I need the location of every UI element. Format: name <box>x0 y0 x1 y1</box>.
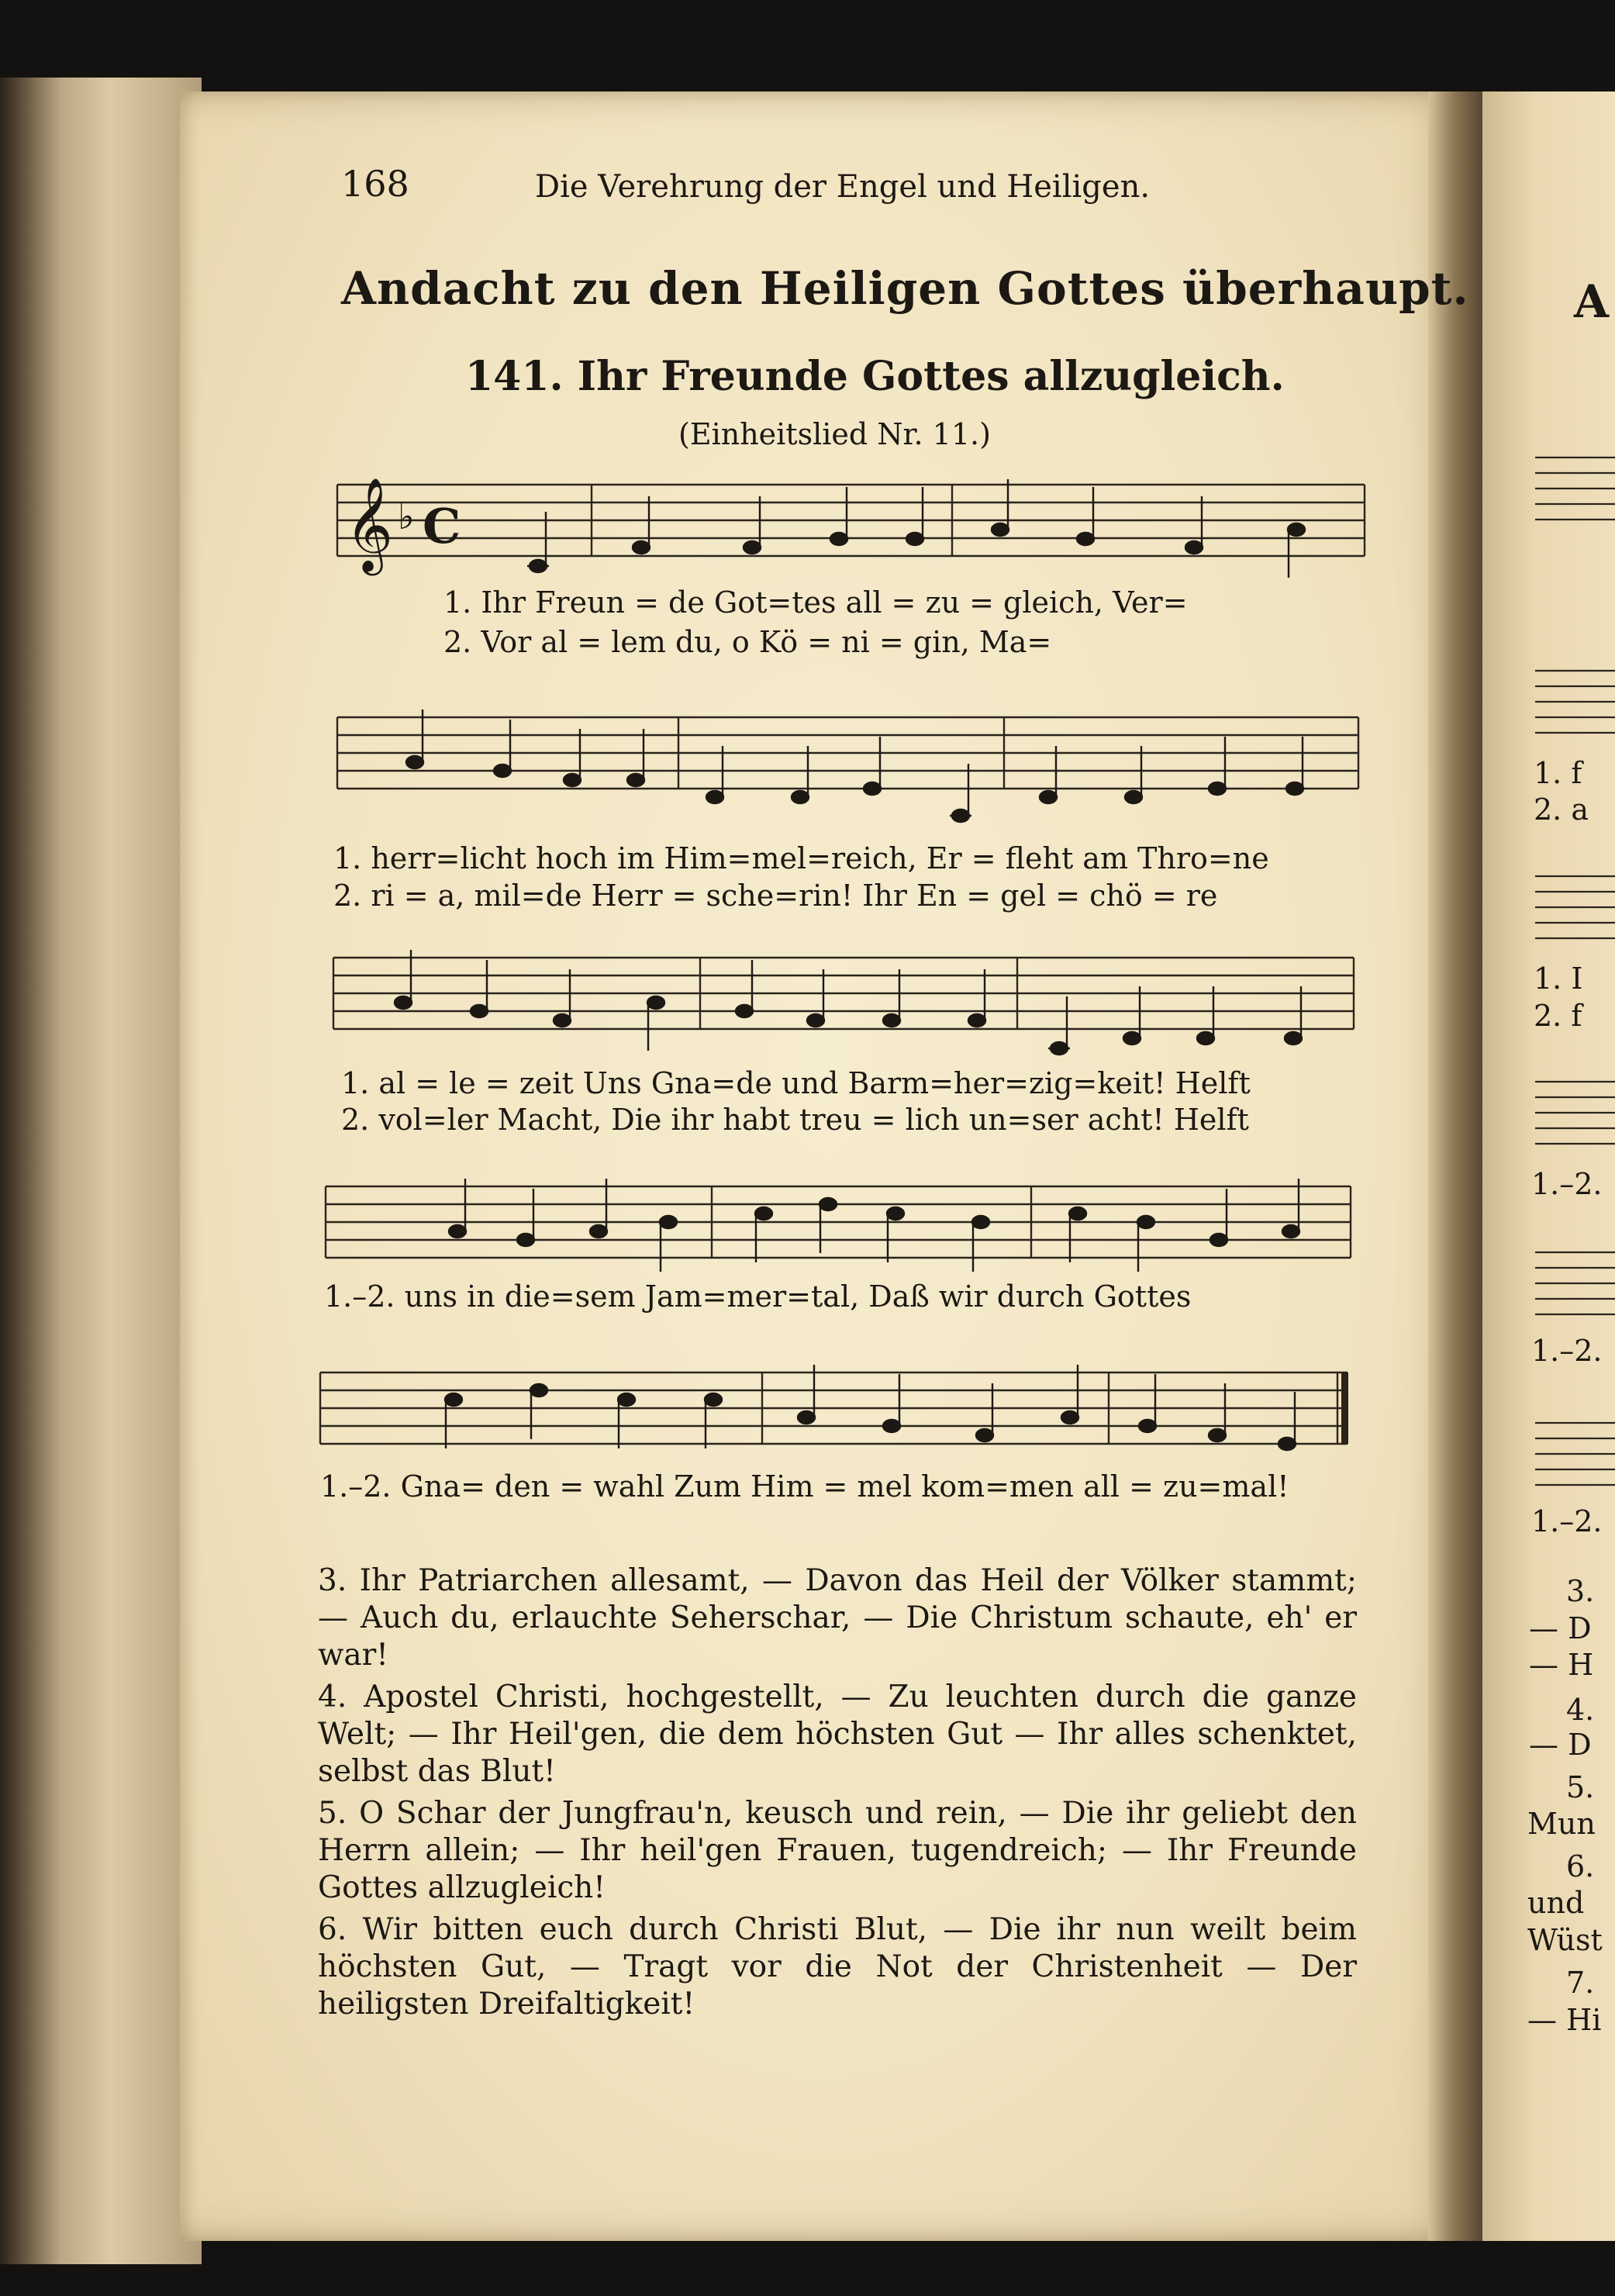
common-time-icon: C <box>423 498 461 554</box>
running-title: Die Verehrung der Engel und Heiligen. <box>535 169 1151 205</box>
verse-6: 6. Wir bitten euch durch Christi Blut, — Die ihr nun weilt beim höchsten Gut, — Tragt vor die Not der Christenheit — Der heiligsten Dreifaltigkeit! <box>318 1912 1357 2022</box>
lyrics-system-1-line-1: 1. Ihr Freun = de Got=tes all = zu = gleich, Ver= <box>443 585 1188 620</box>
right-page-fragment: 7. <box>1566 1966 1595 2000</box>
lyrics-system-3-line-2: 2. vol=ler Macht, Die ihr habt treu = lich un=ser acht! Helft <box>341 1103 1249 1137</box>
right-page-fragment: 1.–2. <box>1531 1504 1603 1538</box>
verse-3: 3. Ihr Patriarchen allesamt, — Davon das Heil der Völker stammt; — Auch du, erlauchte Seherschar, — Die Christum schaute, eh' er war! <box>318 1563 1357 1673</box>
right-page-fragment: 4. <box>1566 1693 1595 1727</box>
right-page-fragment: 1. f <box>1534 756 1582 790</box>
right-page-fragment: 3. <box>1566 1574 1595 1608</box>
right-page-fragment: — H <box>1529 1648 1594 1682</box>
right-page-fragment: — Hi <box>1527 2003 1602 2037</box>
right-page-fragment: 1.–2. <box>1531 1334 1603 1368</box>
right-page-fragment: 1.–2. <box>1531 1167 1603 1201</box>
page-number: 168 <box>341 163 409 205</box>
lyrics-system-5: 1.–2. Gna= den = wahl Zum Him = mel kom=men all = zu=mal! <box>320 1469 1289 1504</box>
verse-5: 5. O Schar der Jungfrau'n, keusch und rein, — Die ihr geliebt den Herrn allein; — Ihr heil'gen Frauen, tugendreich; — Ihr Freunde Gottes allzugleich! <box>318 1796 1357 1905</box>
lyrics-system-3-line-1: 1. al = le = zeit Uns Gna=de und Barm=her=zig=keit! Helft <box>341 1066 1251 1100</box>
hymn-title: 141. Ihr Freunde Gottes allzugleich. <box>465 353 1285 400</box>
notes-system-1 <box>527 479 1305 578</box>
lyrics-system-2-line-2: 2. ri = a, mil=de Herr = sche=rin! Ihr En = gel = chö = re <box>333 879 1218 913</box>
verse-4: 4. Apostel Christi, hochgestellt, — Zu leuchten durch die ganze Welt; — Ihr Heil'gen, die dem höchsten Gut — Ihr alles schenktet, selbst das Blut! <box>318 1680 1357 1789</box>
right-page-fragment: Wüst <box>1527 1923 1603 1957</box>
staff-system-4 <box>326 1186 1351 1258</box>
lyrics-system-4: 1.–2. uns in die=sem Jam=mer=tal, Daß wir durch Gottes <box>324 1279 1192 1314</box>
notes-system-3 <box>395 950 1302 1055</box>
lyrics-system-2-line-1: 1. herr=licht hoch im Him=mel=reich, Er = fleht am Thro=ne <box>333 841 1269 875</box>
verses-block <box>318 1562 1357 2028</box>
right-page-title-fragment: A <box>1574 275 1610 328</box>
flat-key-signature: ♭ <box>398 495 415 537</box>
hymn-source: (Einheitslied Nr. 11.) <box>678 417 991 451</box>
staff-system-5 <box>320 1372 1348 1444</box>
notes-system-2 <box>406 710 1303 822</box>
staff-system-2 <box>337 717 1358 789</box>
right-page-fragment: 1. I <box>1534 962 1583 996</box>
right-page-fragment: und <box>1527 1886 1585 1920</box>
lyrics-system-1-line-2: 2. Vor al = lem du, o Kö = ni = gin, Ma= <box>443 625 1052 659</box>
right-page-fragment: Mun <box>1527 1807 1596 1841</box>
staff-system-1 <box>337 485 1365 556</box>
right-page-fragment: — D <box>1529 1611 1592 1645</box>
treble-clef-icon: 𝄞 <box>345 477 394 571</box>
section-title: Andacht zu den Heiligen Gottes überhaupt. <box>341 262 1469 315</box>
right-page-fragment: 6. <box>1566 1849 1595 1883</box>
right-page-fragment: — D <box>1529 1728 1592 1762</box>
right-page-fragment: 5. <box>1566 1770 1595 1804</box>
final-barline <box>1341 1372 1348 1444</box>
right-page-fragment: 2. f <box>1534 999 1582 1033</box>
right-page-fragment: 2. a <box>1534 792 1589 827</box>
